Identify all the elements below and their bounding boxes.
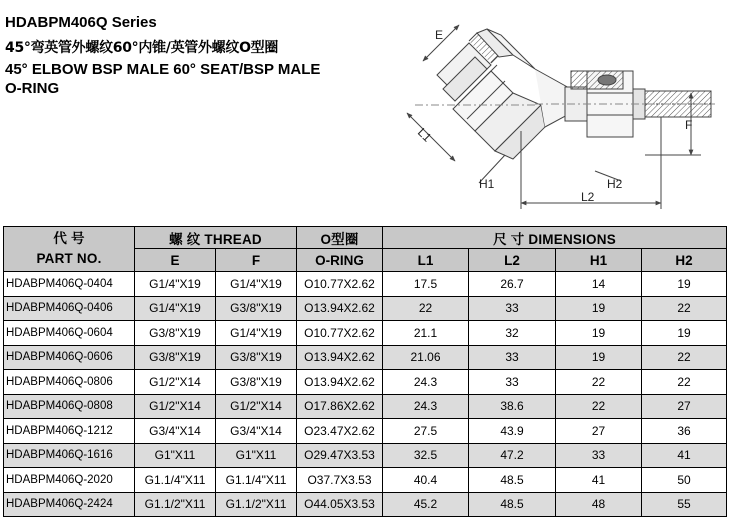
thread-f-cell: G1/4"X19 — [216, 272, 297, 297]
oring-cell: O13.94X2.62 — [297, 345, 383, 370]
thread-e-cell: G1.1/2"X11 — [135, 492, 216, 517]
fitting-technical-drawing — [395, 5, 725, 215]
thread-f-cell: G1/2"X14 — [216, 394, 297, 419]
l2-cell: 47.2 — [469, 443, 556, 468]
h1-cell: 19 — [556, 345, 642, 370]
h1-cell: 14 — [556, 272, 642, 297]
h2-cell: 22 — [642, 370, 727, 395]
l1-cell: 17.5 — [383, 272, 469, 297]
label-l2: L2 — [581, 190, 595, 204]
english-title-line-2: O-RING — [5, 80, 60, 97]
table-row — [4, 468, 727, 493]
oring-header-cn: O型圈 — [297, 227, 383, 249]
oring-cell: O10.77X2.62 — [297, 272, 383, 297]
l2-cell: 38.6 — [469, 394, 556, 419]
table-row — [4, 370, 727, 395]
oring-cell: O29.47X3.53 — [297, 443, 383, 468]
l2-cell: 43.9 — [469, 419, 556, 444]
thread-f-cell: G3/8"X19 — [216, 296, 297, 321]
part-number-cell: HDABPM406Q-0808 — [4, 394, 135, 419]
l2-cell: 32 — [469, 321, 556, 346]
h1-cell: 48 — [556, 492, 642, 517]
h1-cell: 22 — [556, 370, 642, 395]
thread-e-cell: G3/8"X19 — [135, 345, 216, 370]
title-block — [5, 14, 400, 98]
table-row — [4, 394, 727, 419]
label-f: F — [685, 118, 693, 132]
h1-cell: 19 — [556, 321, 642, 346]
table-row — [4, 345, 727, 370]
label-l1: L1 — [414, 125, 435, 145]
col-header-l2: L2 — [469, 249, 556, 272]
col-header-h2: H2 — [642, 249, 727, 272]
thread-header: 螺 纹 THREAD — [135, 227, 297, 249]
label-e: E — [435, 28, 444, 42]
l1-cell: 32.5 — [383, 443, 469, 468]
dimensions-header: 尺 寸 DIMENSIONS — [383, 227, 727, 249]
thread-f-cell: G1.1/2"X11 — [216, 492, 297, 517]
table-row — [4, 321, 727, 346]
part-number-cell: HDABPM406Q-0604 — [4, 321, 135, 346]
l2-cell: 48.5 — [469, 468, 556, 493]
specification-table — [3, 226, 727, 517]
thread-f-cell: G1.1/4"X11 — [216, 468, 297, 493]
h1-cell: 33 — [556, 443, 642, 468]
h2-cell: 19 — [642, 272, 727, 297]
thread-e-cell: G1/2"X14 — [135, 370, 216, 395]
thread-e-cell: G3/4"X14 — [135, 419, 216, 444]
part-number-header — [4, 227, 135, 272]
chinese-title: 45°弯英管外螺纹60°内锥/英管外螺纹O型圈 — [5, 40, 279, 56]
col-header-l1: L1 — [383, 249, 469, 272]
part-number-cell: HDABPM406Q-1616 — [4, 443, 135, 468]
l1-cell: 24.3 — [383, 370, 469, 395]
h1-cell: 19 — [556, 296, 642, 321]
l2-cell: 33 — [469, 345, 556, 370]
table-row — [4, 272, 727, 297]
table-row — [4, 443, 727, 468]
l2-cell: 26.7 — [469, 272, 556, 297]
h1-cell: 27 — [556, 419, 642, 444]
part-number-cell: HDABPM406Q-2424 — [4, 492, 135, 517]
l1-cell: 24.3 — [383, 394, 469, 419]
part-number-cell: HDABPM406Q-2020 — [4, 468, 135, 493]
part-number-cell: HDABPM406Q-0806 — [4, 370, 135, 395]
english-title-line-1: 45° ELBOW BSP MALE 60° SEAT/BSP MALE — [5, 61, 321, 78]
h1-cell: 41 — [556, 468, 642, 493]
table-row — [4, 419, 727, 444]
col-header-h1: H1 — [556, 249, 642, 272]
table-header-row — [4, 227, 727, 249]
thread-f-cell: G3/8"X19 — [216, 345, 297, 370]
thread-f-cell: G1/4"X19 — [216, 321, 297, 346]
oring-cell: O37.7X3.53 — [297, 468, 383, 493]
h2-cell: 36 — [642, 419, 727, 444]
l2-cell: 33 — [469, 370, 556, 395]
thread-e-cell: G3/8"X19 — [135, 321, 216, 346]
thread-e-cell: G1/2"X14 — [135, 394, 216, 419]
part-number-header-en: PART NO. — [36, 251, 102, 266]
h2-cell: 19 — [642, 321, 727, 346]
thread-e-cell: G1.1/4"X11 — [135, 468, 216, 493]
oring-cell: O13.94X2.62 — [297, 296, 383, 321]
part-number-cell: HDABPM406Q-1212 — [4, 419, 135, 444]
table-row — [4, 492, 727, 517]
l1-cell: 27.5 — [383, 419, 469, 444]
label-h2: H2 — [607, 177, 623, 191]
col-header-f: F — [216, 249, 297, 272]
oring-cell: O13.94X2.62 — [297, 370, 383, 395]
part-number-cell: HDABPM406Q-0406 — [4, 296, 135, 321]
thread-e-cell: G1/4"X19 — [135, 296, 216, 321]
col-header-oring: O-RING — [297, 249, 383, 272]
col-header-e: E — [135, 249, 216, 272]
h2-cell: 41 — [642, 443, 727, 468]
h2-cell: 55 — [642, 492, 727, 517]
l1-cell: 21.06 — [383, 345, 469, 370]
part-number-header-cn: 代 号 — [53, 231, 85, 246]
label-h1: H1 — [479, 177, 495, 191]
thread-e-cell: G1"X11 — [135, 443, 216, 468]
oring-cell: O23.47X2.62 — [297, 419, 383, 444]
table-body — [4, 272, 727, 517]
thread-f-cell: G1"X11 — [216, 443, 297, 468]
h2-cell: 27 — [642, 394, 727, 419]
h2-cell: 50 — [642, 468, 727, 493]
l1-cell: 40.4 — [383, 468, 469, 493]
oring-cell: O44.05X3.53 — [297, 492, 383, 517]
l2-cell: 48.5 — [469, 492, 556, 517]
series-title: HDABPM406Q Series — [5, 14, 157, 31]
h2-cell: 22 — [642, 296, 727, 321]
oring-cell: O17.86X2.62 — [297, 394, 383, 419]
l1-cell: 22 — [383, 296, 469, 321]
oring-cell: O10.77X2.62 — [297, 321, 383, 346]
thread-f-cell: G3/8"X19 — [216, 370, 297, 395]
l1-cell: 45.2 — [383, 492, 469, 517]
thread-f-cell: G3/4"X14 — [216, 419, 297, 444]
table-row — [4, 296, 727, 321]
thread-e-cell: G1/4"X19 — [135, 272, 216, 297]
part-number-cell: HDABPM406Q-0606 — [4, 345, 135, 370]
h1-cell: 22 — [556, 394, 642, 419]
h2-cell: 22 — [642, 345, 727, 370]
angled-nut-body — [437, 29, 545, 159]
l2-cell: 33 — [469, 296, 556, 321]
part-number-cell: HDABPM406Q-0404 — [4, 272, 135, 297]
l1-cell: 21.1 — [383, 321, 469, 346]
